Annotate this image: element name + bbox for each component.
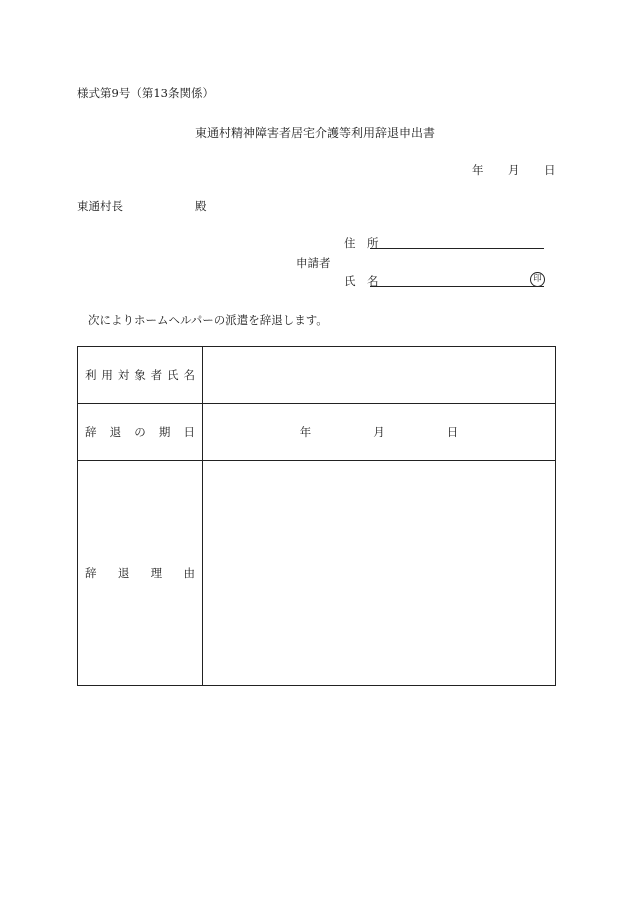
user-name-label: 利 用 対 象 者 氏 名 <box>78 347 203 404</box>
table-row-reason <box>78 461 556 686</box>
body-text: 次によりホームヘルパーの派遣を辞退します。 <box>88 313 328 327</box>
address-label: 住 所 <box>344 236 379 250</box>
withdrawal-month-label: 月 <box>373 425 385 439</box>
document-title: 東通村精神障害者居宅介護等利用辞退申出書 <box>194 126 435 140</box>
withdrawal-day-label: 日 <box>446 425 459 439</box>
withdrawal-year-label: 年 <box>299 425 312 439</box>
recipient <box>77 198 207 214</box>
table-row-withdrawal-date <box>78 404 556 461</box>
reason-label: 辞 退 理 由 <box>78 461 203 686</box>
recipient-honorific: 殿 <box>195 199 207 213</box>
applicant-label: 申請者 <box>296 256 331 270</box>
user-name-value-cell[interactable] <box>203 347 556 404</box>
date-day-label: 日 <box>544 163 556 177</box>
withdrawal-date-value-cell[interactable] <box>203 404 556 461</box>
submission-date <box>472 162 556 178</box>
form-number: 様式第9号（第13条関係） <box>77 86 214 100</box>
reason-value-cell[interactable] <box>203 461 556 686</box>
name-input-line[interactable] <box>370 286 544 287</box>
request-table <box>77 346 556 686</box>
date-month-label: 月 <box>508 163 520 177</box>
recipient-name: 東通村長 <box>77 199 123 213</box>
address-input-line[interactable] <box>370 248 544 249</box>
table-row-user-name <box>78 347 556 404</box>
date-year-label: 年 <box>472 163 484 177</box>
seal-mark: 印 <box>530 272 545 287</box>
name-label: 氏 名 <box>344 274 379 288</box>
withdrawal-date-label: 辞 退 の 期 日 <box>78 404 203 461</box>
